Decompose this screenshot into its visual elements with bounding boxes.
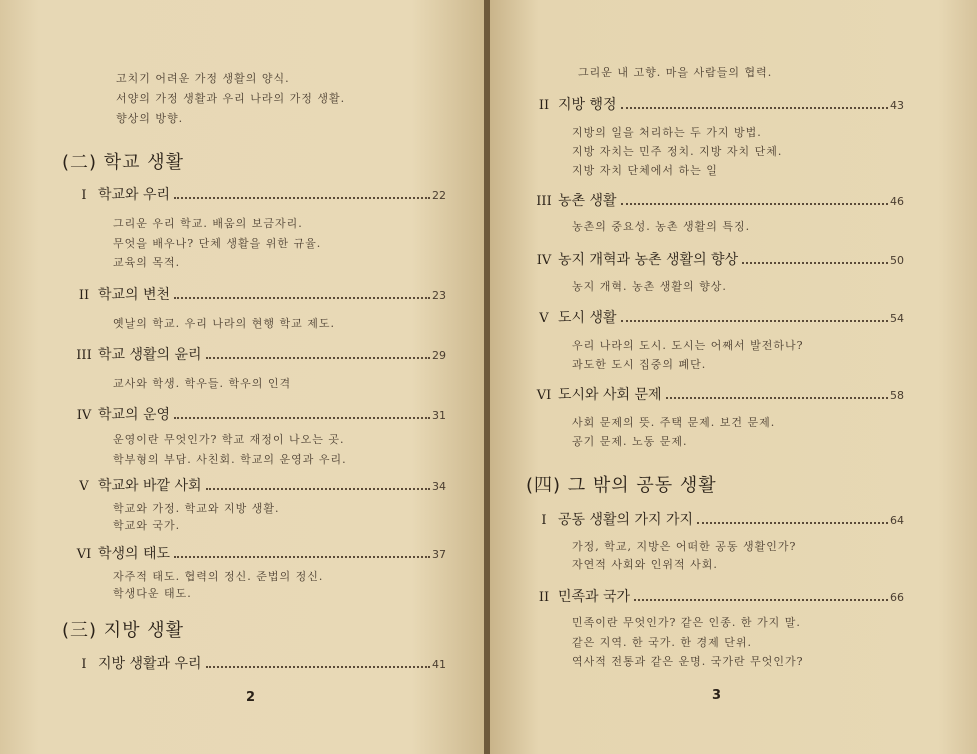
- chapter-title: 학교와 바깥 사회: [98, 478, 202, 494]
- leader-dots: [666, 396, 888, 399]
- chapter-number: V: [79, 479, 89, 494]
- page-number: 58: [890, 389, 904, 402]
- toc-entry[interactable]: [530, 307, 904, 327]
- toc-subline: 역사적 전통과 같은 운명. 국가란 무엇인가?: [572, 655, 804, 668]
- chapter-title: 학생의 태도: [98, 546, 171, 562]
- section-heading: (二) 학교 생활: [62, 152, 185, 173]
- leader-dots: [174, 296, 430, 299]
- page-folio: 2: [246, 690, 256, 705]
- toc-subline: 무엇을 배우나? 단체 생활을 위한 규율.: [113, 237, 322, 250]
- chapter-number: VI: [536, 388, 552, 403]
- toc-entry[interactable]: [530, 384, 904, 404]
- toc-entry[interactable]: [530, 509, 904, 529]
- chapter-number: IV: [76, 408, 92, 423]
- leader-dots: [174, 196, 430, 199]
- chapter-title: 농촌 생활: [558, 193, 617, 209]
- toc-entry[interactable]: [70, 475, 446, 495]
- toc-subline: 향상의 방향.: [116, 112, 184, 125]
- page-number: 37: [432, 548, 446, 561]
- chapter-number: I: [541, 513, 547, 528]
- toc-subline: 학교와 국가.: [113, 519, 181, 532]
- chapter-title: 지방 생활과 우리: [98, 656, 202, 672]
- leader-dots: [742, 261, 888, 264]
- leader-dots: [621, 202, 888, 205]
- toc-subline: 고치기 어려운 가정 생활의 양식.: [116, 72, 290, 85]
- toc-subline: 학교와 가정. 학교와 지방 생활.: [113, 502, 280, 515]
- chapter-number: II: [538, 98, 550, 113]
- chapter-title: 도시 생활: [558, 310, 617, 326]
- chapter-title: 학교의 변천: [98, 287, 171, 303]
- toc-subline: 서양의 가정 생활과 우리 나라의 가정 생활.: [116, 92, 346, 105]
- chapter-number: III: [536, 194, 552, 209]
- toc-entry[interactable]: [70, 653, 446, 673]
- chapter-number: III: [76, 348, 92, 363]
- toc-entry[interactable]: [70, 184, 446, 204]
- leader-dots: [206, 487, 430, 490]
- toc-subline: 같은 지역. 한 국가. 한 경제 단위.: [572, 636, 752, 649]
- page-number: 23: [432, 289, 446, 302]
- toc-subline: 가정, 학교, 지방은 어떠한 공동 생활인가?: [572, 540, 797, 553]
- toc-subline: 그리운 내 고향. 마을 사람들의 협력.: [578, 66, 773, 79]
- leader-dots: [621, 106, 888, 109]
- chapter-number: II: [78, 288, 90, 303]
- page-number: 66: [890, 591, 904, 604]
- chapter-number: VI: [76, 547, 92, 562]
- page-number: 41: [432, 658, 446, 671]
- toc-subline: 민족이란 무엇인가? 같은 인종. 한 가지 말.: [572, 616, 801, 629]
- toc-subline: 옛날의 학교. 우리 나라의 현행 학교 제도.: [113, 317, 335, 330]
- leader-dots: [206, 665, 430, 668]
- toc-subline: 농지 개혁. 농촌 생활의 향상.: [572, 280, 727, 293]
- toc-subline: 교사와 학생. 학우들. 학우의 인격: [113, 377, 292, 390]
- chapter-number: I: [81, 657, 87, 672]
- toc-subline: 학생다운 태도.: [113, 587, 192, 600]
- toc-subline: 농촌의 중요성. 농촌 생활의 특징.: [572, 220, 751, 233]
- page-number: 22: [432, 189, 446, 202]
- toc-subline: 과도한 도시 집중의 폐단.: [572, 358, 707, 371]
- toc-entry[interactable]: [530, 586, 904, 606]
- chapter-number: V: [539, 311, 549, 326]
- chapter-number: II: [538, 590, 550, 605]
- page-number: 46: [890, 195, 904, 208]
- leader-dots: [206, 356, 430, 359]
- toc-subline: 그리운 우리 학교. 배움의 보금자리.: [113, 217, 303, 230]
- leader-dots: [621, 319, 888, 322]
- chapter-title: 학교의 운영: [98, 407, 171, 423]
- toc-entry[interactable]: [530, 190, 904, 210]
- leader-dots: [634, 598, 888, 601]
- page-number: 43: [890, 99, 904, 112]
- toc-subline: 자연적 사회와 인위적 사회.: [572, 558, 718, 571]
- toc-subline: 지방의 일을 처리하는 두 가지 방법.: [572, 126, 762, 139]
- toc-subline: 자주적 태도. 협력의 정신. 준법의 정신.: [113, 570, 324, 583]
- right-page: [490, 0, 977, 754]
- toc-entry[interactable]: [70, 404, 446, 424]
- left-page: [0, 0, 484, 754]
- chapter-title: 학교와 우리: [98, 187, 171, 203]
- toc-entry[interactable]: [530, 249, 904, 269]
- chapter-title: 도시와 사회 문제: [558, 387, 662, 403]
- toc-entry[interactable]: [70, 543, 446, 563]
- page-number: 54: [890, 312, 904, 325]
- toc-subline: 사회 문제의 뜻. 주택 문제. 보건 문제.: [572, 416, 776, 429]
- page-number: 64: [890, 514, 904, 527]
- chapter-title: 민족과 국가: [558, 589, 631, 605]
- section-heading: (四) 그 밖의 공동 생활: [526, 475, 717, 496]
- chapter-number: IV: [536, 253, 552, 268]
- toc-subline: 지방 자치는 민주 정치. 지방 자치 단체.: [572, 145, 783, 158]
- toc-subline: 우리 나라의 도시. 도시는 어째서 발전하나?: [572, 339, 804, 352]
- toc-subline: 지방 자치 단체에서 하는 일: [572, 164, 718, 177]
- toc-subline: 교육의 목적.: [113, 256, 181, 269]
- leader-dots: [174, 555, 430, 558]
- chapter-title: 지방 행정: [558, 97, 617, 113]
- toc-subline: 공기 문제. 노동 문제.: [572, 435, 688, 448]
- toc-subline: 학부형의 부담. 사친회. 학교의 운영과 우리.: [113, 453, 347, 466]
- toc-entry[interactable]: [530, 94, 904, 114]
- chapter-title: 공동 생활의 가지 가지: [558, 512, 694, 528]
- page-number: 29: [432, 349, 446, 362]
- leader-dots: [697, 521, 888, 524]
- chapter-title: 학교 생활의 윤리: [98, 347, 202, 363]
- page-folio: 3: [712, 688, 722, 703]
- chapter-title: 농지 개혁과 농촌 생활의 향상: [558, 252, 739, 268]
- page-number: 50: [890, 254, 904, 267]
- toc-subline: 운영이란 무엇인가? 학교 재정이 나오는 곳.: [113, 433, 345, 446]
- toc-entry[interactable]: [70, 344, 446, 364]
- section-heading: (三) 지방 생활: [62, 620, 185, 641]
- page-number: 31: [432, 409, 446, 422]
- page-number: 34: [432, 480, 446, 493]
- chapter-number: I: [81, 188, 87, 203]
- toc-entry[interactable]: [70, 284, 446, 304]
- leader-dots: [174, 416, 430, 419]
